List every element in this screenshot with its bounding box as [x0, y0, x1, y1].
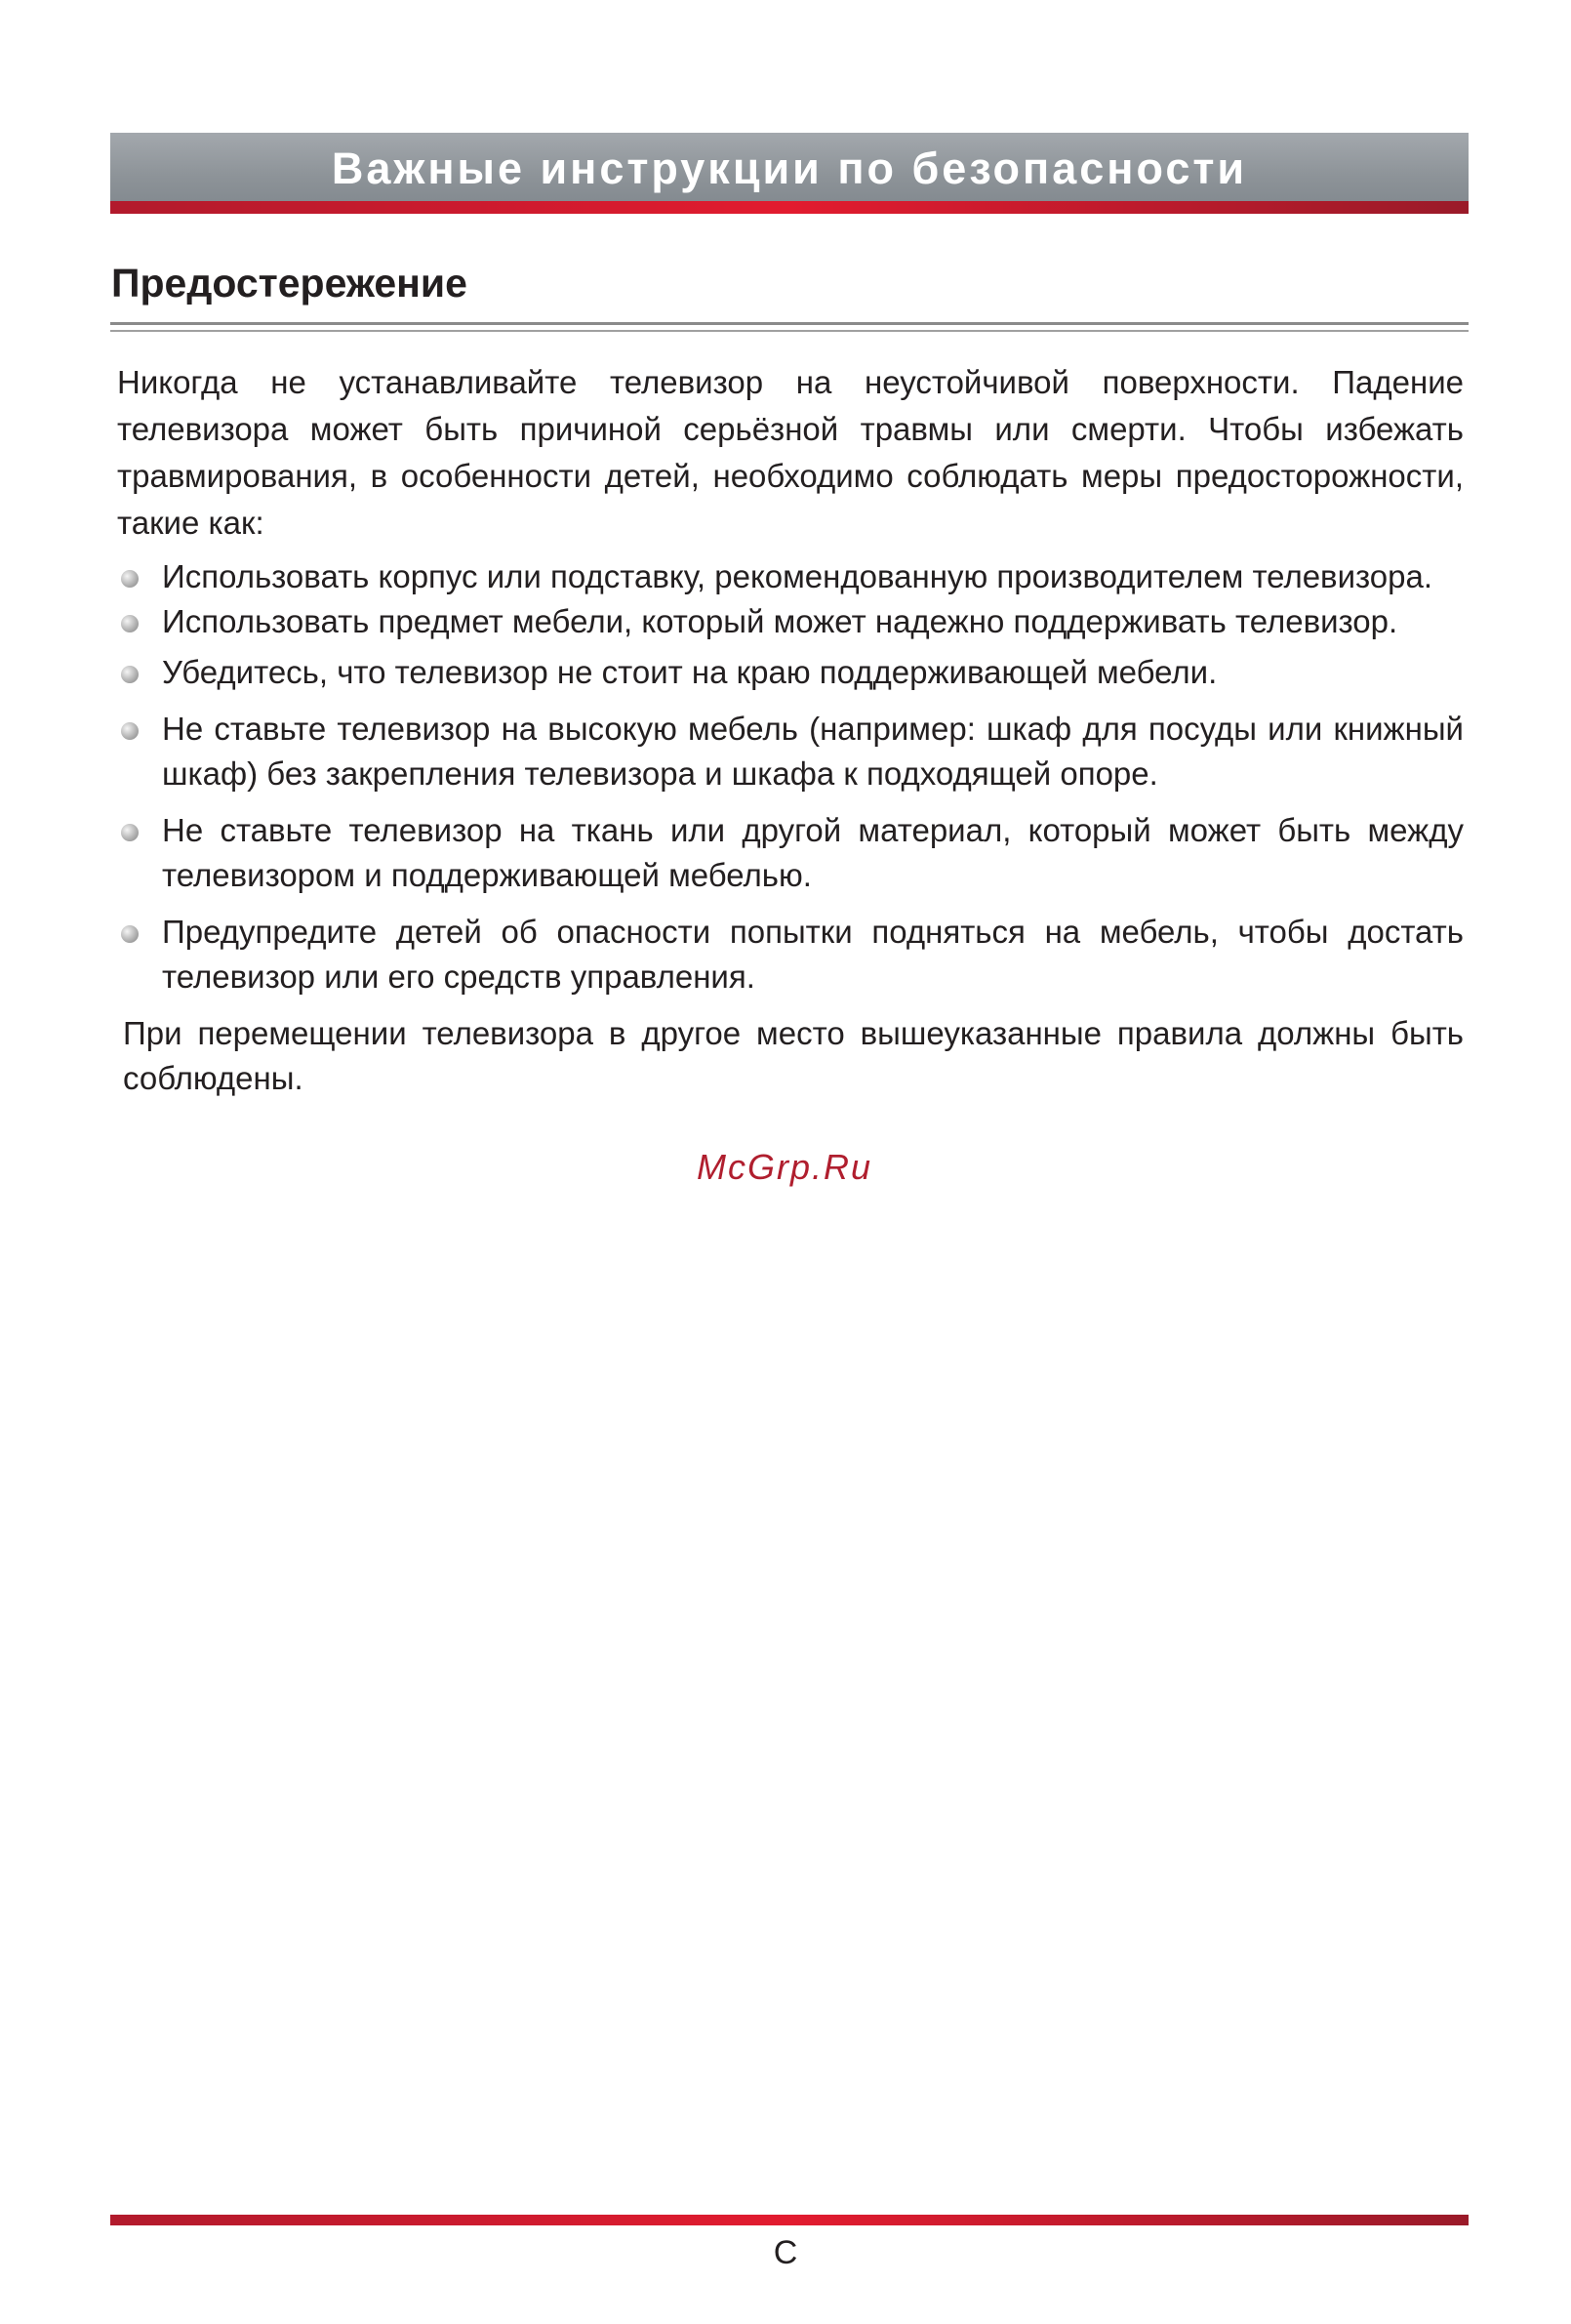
bullet-icon — [121, 925, 139, 943]
bullet-icon — [121, 615, 139, 632]
list-item-text: Не ставьте телевизор на ткань или другой материал, который может быть между телевизором и поддерживающей мебелью. — [162, 812, 1464, 893]
list-item-text: Убедитесь, что телевизор не стоит на краю поддерживающей мебели. — [162, 654, 1218, 690]
intro-paragraph: Никогда не устанавливайте телевизор на неустойчивой поверхности. Падение телевизора может быть причиной серьёзной травмы или смерти. Чтобы избежать травмирования, в особенности детей, необходимо соблюдать меры предосторожности, такие как: — [117, 364, 1464, 541]
list-item — [117, 707, 1464, 796]
footer-accent-bar — [110, 2215, 1469, 2225]
bullet-icon — [121, 666, 139, 683]
main-content — [117, 359, 1464, 1101]
list-item — [117, 910, 1464, 999]
list-item-text: Не ставьте телевизор на высокую мебель (например: шкаф для посуды или книжный шкаф) без закрепления телевизора и шкафа к подходящей опоре. — [162, 711, 1464, 792]
bullet-icon — [121, 722, 139, 740]
section-divider-bottom — [110, 330, 1469, 332]
closing-paragraph: При перемещении телевизора в другое место вышеуказанные правила должны быть соблюдены. — [123, 1015, 1464, 1096]
watermark: McGrp.Ru — [697, 1147, 873, 1187]
section-divider-top — [110, 322, 1469, 325]
list-item — [117, 605, 1464, 638]
section-heading: Предостережение — [111, 261, 467, 306]
page-title: Важные инструкции по безопасности — [331, 143, 1248, 193]
list-item-text: Предупредите детей об опасности попытки подняться на мебель, чтобы достать телевизор или его средств управления. — [162, 914, 1464, 995]
list-item — [117, 560, 1464, 593]
list-item-text: Использовать предмет мебели, который может надежно поддерживать телевизор. — [162, 603, 1398, 639]
precautions-list — [117, 560, 1464, 999]
bullet-icon — [121, 824, 139, 841]
header-accent-bar — [110, 201, 1469, 214]
list-item-text: Использовать корпус или подставку, рекомендованную производителем телевизора. — [162, 558, 1433, 594]
bullet-icon — [121, 570, 139, 588]
list-item — [117, 650, 1464, 695]
page-number: C — [773, 2234, 798, 2271]
list-item — [117, 808, 1464, 898]
